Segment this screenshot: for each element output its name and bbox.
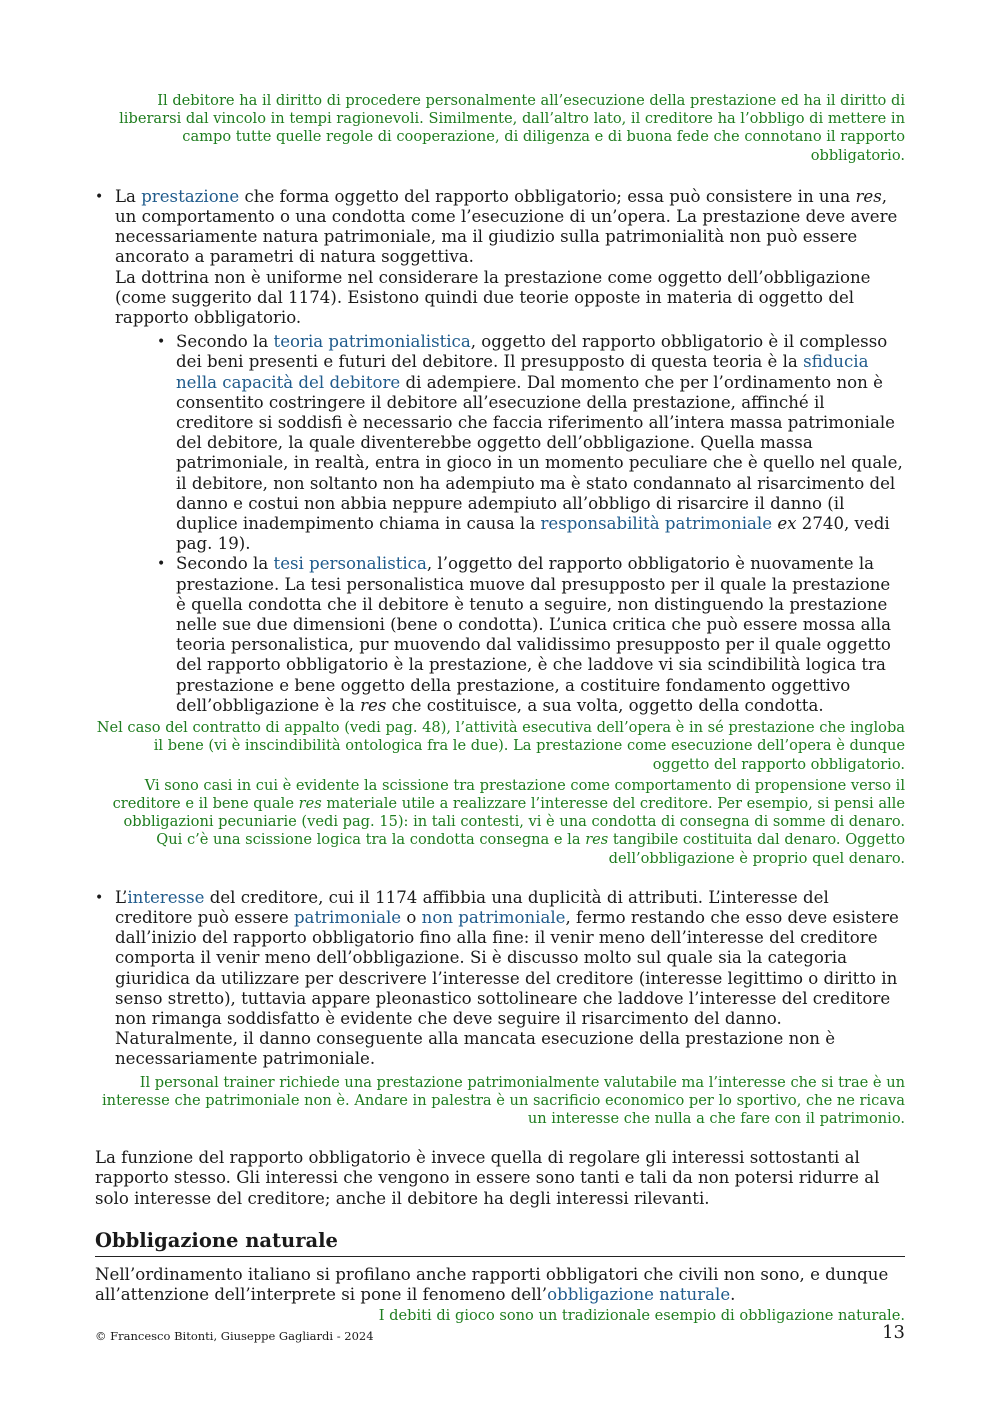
term-tesi-personalistica: tesi personalistica	[273, 554, 427, 574]
document-page	[95, 92, 905, 1325]
side-note: I debiti di gioco sono un tradizionale esempio di obbligazione naturale.	[378, 1307, 905, 1325]
term-teoria-patrimonialistica: teoria patrimonialistica	[273, 332, 471, 352]
side-note: Nel caso del contratto di appalto (vedi pag. 48), l’attività esecutiva dell’opera è in sé prestazione che ingloba il bene (vi è inscindibilità ontologica fra le due). La prestazione come esecuzione dell’opera è dunque oggetto del rapporto obbligatorio.	[96, 719, 905, 773]
bullet-prestazione: • La prestazione che forma oggetto del rapporto obbligatorio; essa può consistere in una res, un comportamento o una condotta come l’esecuzione di un’opera. La prestazione deve avere necessariamente natura patrimoniale, ma il giudizio sulla patrimonialità non può essere ancorato a parametri di natura soggettiva. La dottrina non è uniforme nel considerare la prestazione come oggetto dell’obbligazione (come suggerito dal 1174). Esistono quindi due teorie opposte in materia di oggetto del rapporto obbligatorio.	[95, 187, 905, 328]
sub-bullet-patrimonialistica: • Secondo la teoria patrimonialistica, oggetto del rapporto obbligatorio è il complesso dei beni presenti e futuri del debitore. Il presupposto di questa teoria è la sfiducia nella capacità del debitore di adempiere. Dal momento che per l’ordinamento non è consentito costringere il debitore all’esecuzione della prestazione, affinché il creditore si soddisfi è necessario che faccia riferimento all’intera massa patrimoniale del debitore, la quale diventerebbe oggetto dell’obbligazione. Quella massa patrimoniale, in realtà, entra in gioco in un momento peculiare che è quello nel quale, il debitore, non soltanto non ha adempiuto ma è stato condannato al risarcimento del danno e costui non abbia neppure adempiuto all’obbligo di risarcire il danno (il duplice inadempimento chiama in causa la responsabilità patrimoniale ex 2740, vedi pag. 19).	[95, 332, 905, 554]
term-obbligazione-naturale: obbligazione naturale	[547, 1284, 731, 1304]
paragraph: Nell’ordinamento italiano si profilano anche rapporti obbligatori che civili non sono, e dunque all’attenzione dell’interprete si pone il fenomeno dell’obbligazione naturale.	[95, 1264, 889, 1304]
term-interesse: interesse	[127, 887, 205, 907]
bullet-interesse: • L’interesse del creditore, cui il 1174 affibbia una duplicità di attributi. L’interesse del creditore può essere patrimoniale o non patrimoniale, fermo restando che esso deve esistere dall’inizio del rapporto obbligatorio fino alla fine: il venir meno dell’interesse del creditore comporta il venir meno dell’obbligazione. Si è discusso molto sul quale sia la categoria giuridica da utilizzare per descrivere l’interesse del creditore (interesse legittimo o diritto in senso stretto), tuttavia appare pleonastico sottolineare che laddove l’interesse del creditore non rimanga soddisfatto è evidente che deve seguire il risarcimento del danno. Naturalmente, il danno conseguente alla mancata esecuzione della prestazione non è necessariamente patrimoniale.	[95, 888, 905, 1070]
paragraph: La funzione del rapporto obbligatorio è invece quella di regolare gli interessi sottostanti al rapporto stesso. Gli interessi che vengono in essere sono tanti e tali da non potersi ridurre al solo interesse del creditore; anche il debitore ha degli interessi rilevanti.	[95, 1148, 880, 1208]
side-note: Vi sono casi in cui è evidente la scissione tra prestazione come comportamento di propensione verso il creditore e il bene quale res materiale utile a realizzare l’interesse del creditore. Per esempio, si pensi alle obbligazioni pecuniarie (vedi pag. 15): in tali contesti, vi è una condotta di consegna di somme di denaro. Qui c’è una scissione logica tra la condotta consegna e la res tangibile costituita dal denaro. Oggetto dell’obbligazione è proprio quel denaro.	[112, 776, 905, 867]
term-prestazione: prestazione	[141, 186, 240, 206]
sub-bullet-personalistica: • Secondo la tesi personalistica, l’oggetto del rapporto obbligatorio è nuovamente la prestazione. La tesi personalistica muove dal presupposto per il quale la prestazione è quella condotta che il debitore è tenuto a seguire, non distinguendo la prestazione nelle sue due dimensioni (bene o condotta). L’unica critica che può essere mossa alla teoria personalistica, pur muovendo dal validissimo presupposto per il quale oggetto del rapporto obbligatorio è la prestazione, è che laddove vi sia scindibilità logica tra prestazione e bene oggetto della prestazione, a costituire fondamento oggettivo dell’obbligazione è la res che costituisce, a sua volta, oggetto della condotta.	[95, 554, 905, 716]
side-note: Il debitore ha il diritto di procedere personalmente all’esecuzione della prestazione ed ha il diritto di liberarsi dal vincolo in tempi ragionevoli. Similmente, dall’altro lato, il creditore ha l’obbligo di mettere in campo tutte quelle regole di cooperazione, di diligenza e di buona fede che connotano il rapporto obbligatorio.	[119, 92, 905, 164]
side-note: Il personal trainer richiede una prestazione patrimonialmente valutabile ma l’interesse che si trae è un interesse che patrimoniale non è. Andare in palestra è un sacrificio economico per lo sportivo, che ne ricava un interesse che nulla a che fare con il patrimonio.	[102, 1073, 905, 1127]
paragraph: La dottrina non è uniforme nel considerare la prestazione come oggetto dell’obbligazione (come suggerito dal 1174). Esistono quindi due teorie opposte in materia di oggetto del rapporto obbligatorio.	[115, 267, 871, 328]
section-heading: Obbligazione naturale	[95, 1229, 905, 1257]
term-patrimoniale: patrimoniale	[293, 907, 402, 927]
footer-copyright: © Francesco Bitonti, Giuseppe Gagliardi - 2024	[95, 1329, 374, 1343]
term-responsabilita-patrimoniale: responsabilità patrimoniale	[540, 514, 773, 534]
page-number: 13	[882, 1322, 905, 1343]
term-sfiducia: sfiducia nella capacità del debitore	[176, 352, 869, 392]
term-non-patrimoniale: non patrimoniale	[421, 907, 566, 927]
